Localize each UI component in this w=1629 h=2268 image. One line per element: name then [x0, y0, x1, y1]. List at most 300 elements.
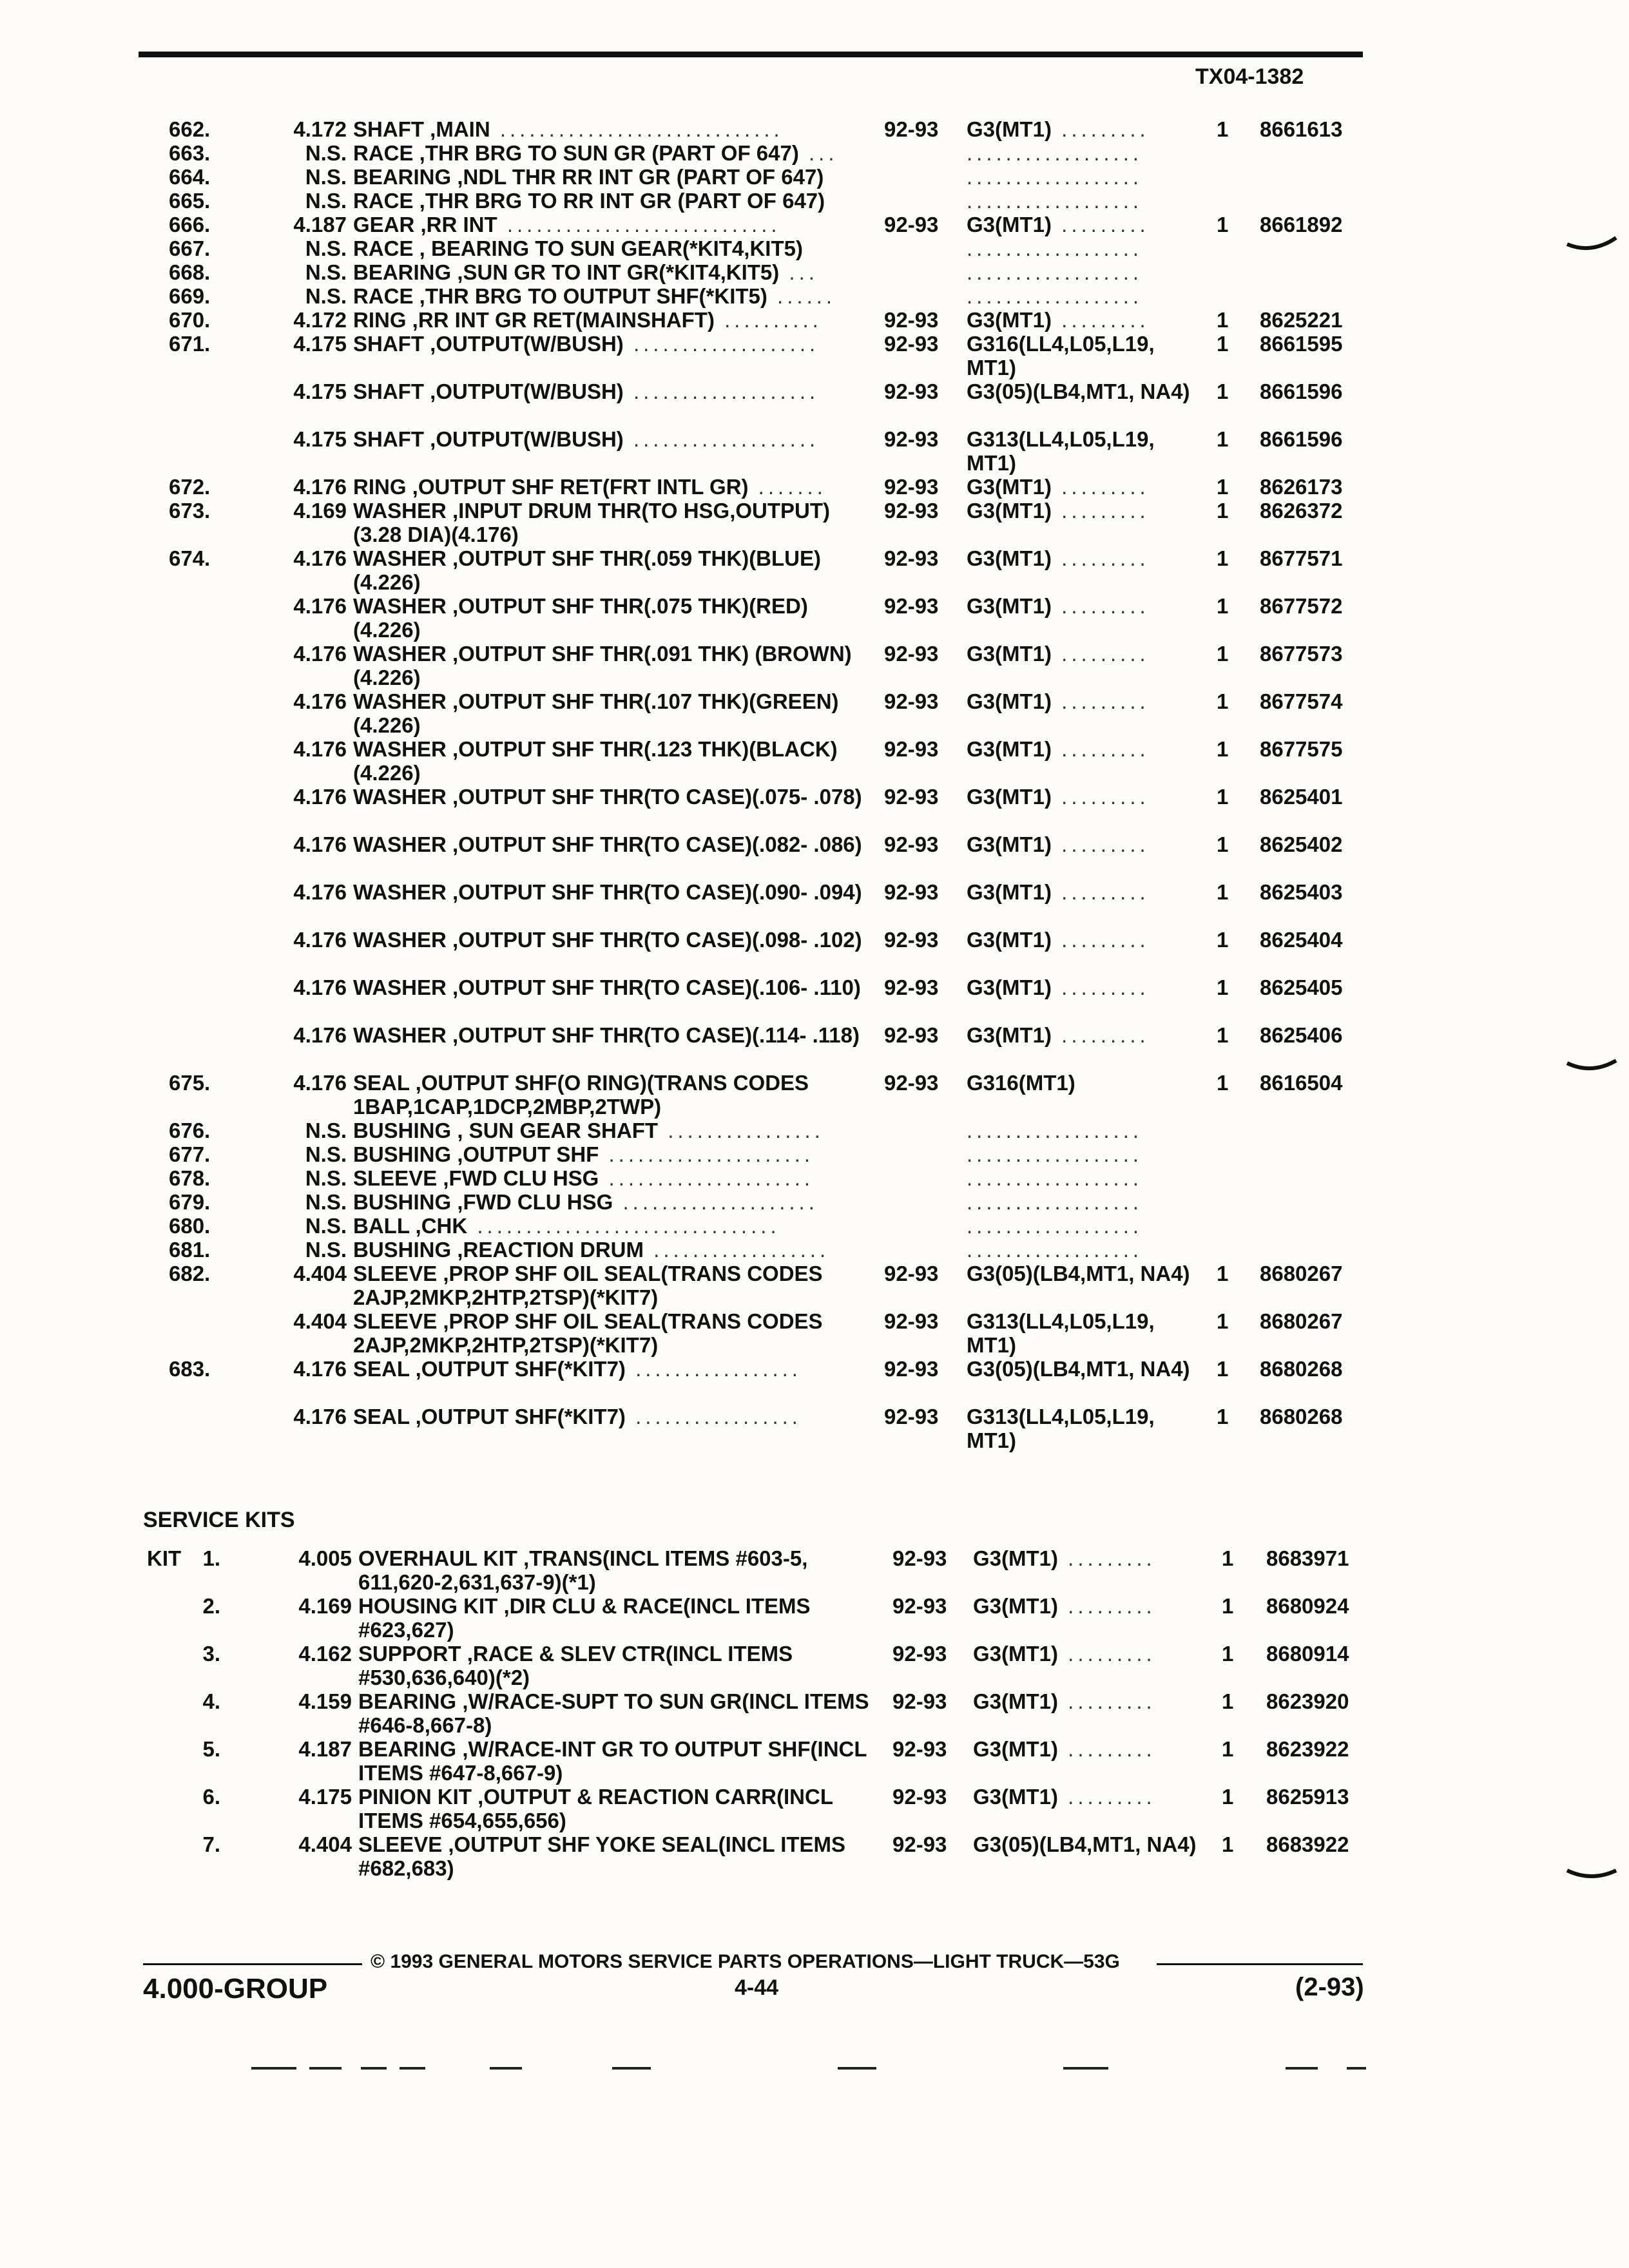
quantity: 1 — [1222, 1546, 1234, 1570]
dot-leader: .................. — [967, 1214, 1143, 1238]
model-years: 92-93 — [884, 1023, 939, 1047]
quantity: 1 — [1217, 785, 1229, 809]
part-number: 8625402 — [1260, 832, 1343, 856]
scan-artifact — [251, 2067, 296, 2070]
quantity: 1 — [1217, 427, 1229, 451]
description-text: SLEEVE ,FWD CLU HSG — [353, 1166, 599, 1190]
description-text: PINION KIT ,OUTPUT & REACTION CARR(INCL ITEMS #654,655,656) — [358, 1785, 833, 1832]
kit-row — [0, 1642, 1629, 1689]
part-number: 8625403 — [1260, 880, 1343, 904]
kit-row — [0, 1737, 1629, 1785]
dot-leader: ................ — [658, 1119, 824, 1142]
item-number: 668. — [169, 260, 211, 284]
model-code — [967, 1142, 1192, 1166]
kit-row — [0, 1546, 1629, 1594]
model-code — [973, 1689, 1199, 1713]
dot-leader: ......... — [1052, 117, 1150, 141]
item-number: 663. — [169, 141, 211, 165]
part-description — [353, 260, 869, 284]
description-text: BALL ,CHK — [353, 1214, 468, 1238]
group-number: 4.176 — [293, 594, 347, 618]
model-code-text: G3(MT1) — [973, 1642, 1058, 1666]
part-description — [353, 832, 869, 856]
quantity: 1 — [1217, 308, 1229, 332]
part-number: 8625404 — [1260, 928, 1343, 952]
binding-mark — [1566, 1865, 1617, 1883]
part-description — [353, 1142, 869, 1166]
description-text: RING ,RR INT GR RET(MAINSHAFT) — [353, 308, 715, 332]
model-code — [967, 1190, 1192, 1214]
model-code — [973, 1785, 1199, 1809]
description-text: WASHER ,OUTPUT SHF THR(TO CASE)(.114- .118) — [353, 1023, 860, 1047]
part-description — [353, 165, 869, 189]
part-row — [0, 236, 1629, 260]
part-number: 8680924 — [1266, 1594, 1349, 1618]
model-code — [967, 141, 1192, 165]
part-row — [0, 260, 1629, 284]
dot-leader: ......... — [1052, 546, 1150, 570]
part-row — [0, 189, 1629, 213]
quantity: 1 — [1217, 546, 1229, 570]
group-number: N.S. — [305, 236, 347, 260]
model-code-text: G3(MT1) — [967, 594, 1052, 618]
quantity: 1 — [1222, 1594, 1234, 1618]
kit-description — [358, 1642, 874, 1689]
scan-artifact — [309, 2067, 342, 2070]
group-number: 4.176 — [293, 689, 347, 713]
model-code — [967, 213, 1192, 236]
part-row — [0, 427, 1629, 475]
model-code-text: G3(MT1) — [967, 117, 1052, 141]
description-text: BEARING ,W/RACE-SUPT TO SUN GR(INCL ITEMS #646-8,667-8) — [358, 1689, 869, 1737]
description-text: WASHER ,OUTPUT SHF THR(.091 THK) (BROWN)(4.226) — [353, 642, 852, 689]
part-description — [353, 642, 869, 689]
part-description — [353, 546, 869, 594]
model-years: 92-93 — [884, 1071, 939, 1095]
description-text: SLEEVE ,PROP SHF OIL SEAL(TRANS CODES 2AJP,2MKP,2HTP,2TSP)(*KIT7) — [353, 1262, 823, 1309]
revision-date: (2-93) — [1295, 1973, 1364, 2001]
model-code-text: G3(MT1) — [967, 737, 1052, 761]
dot-leader: ................. — [625, 1357, 802, 1381]
part-row — [0, 546, 1629, 594]
part-description — [353, 1071, 869, 1119]
item-number: 674. — [169, 546, 211, 570]
model-years: 92-93 — [884, 880, 939, 904]
parts-list — [0, 117, 1629, 1452]
part-number: 8680268 — [1260, 1405, 1343, 1428]
part-row — [0, 1238, 1629, 1262]
part-row — [0, 141, 1629, 165]
kit-description — [358, 1785, 874, 1832]
part-row — [0, 1071, 1629, 1119]
model-code-text: G3(MT1) — [967, 213, 1052, 236]
group-number: N.S. — [305, 260, 347, 284]
model-years: 92-93 — [884, 499, 939, 523]
item-number: 667. — [169, 236, 211, 260]
part-row — [0, 1142, 1629, 1166]
dot-leader: ................. — [625, 1405, 802, 1428]
top-rule — [139, 52, 1363, 57]
model-code — [967, 117, 1192, 141]
group-number: 4.172 — [293, 117, 347, 141]
description-text: SLEEVE ,OUTPUT SHF YOKE SEAL(INCL ITEMS #682,683) — [358, 1832, 846, 1880]
dot-leader: ......... — [1058, 1785, 1156, 1809]
description-text: WASHER ,OUTPUT SHF THR(.107 THK)(GREEN) (4.226) — [353, 689, 839, 737]
group-number: 4.404 — [298, 1832, 352, 1856]
part-number: 8625913 — [1266, 1785, 1349, 1809]
dot-leader: ..................... — [599, 1166, 815, 1190]
dot-leader: .................. — [967, 1119, 1143, 1142]
part-description — [353, 189, 869, 213]
model-code-text: G3(MT1) — [967, 308, 1052, 332]
kit-number: 7. — [202, 1832, 220, 1856]
model-code — [973, 1642, 1199, 1666]
group-number: 4.176 — [293, 785, 347, 809]
dot-leader: ......... — [1052, 689, 1150, 713]
item-number: 671. — [169, 332, 211, 356]
part-row — [0, 737, 1629, 785]
dot-leader: ......... — [1052, 832, 1150, 856]
part-description — [353, 785, 869, 809]
quantity: 1 — [1217, 1309, 1229, 1333]
description-text: WASHER ,INPUT DRUM THR(TO HSG,OUTPUT) (3.28 DIA)(4.176) — [353, 499, 831, 546]
part-description — [353, 141, 869, 165]
kit-number: 4. — [202, 1689, 220, 1713]
part-description — [353, 1405, 869, 1428]
item-number: 662. — [169, 117, 211, 141]
description-text: WASHER ,OUTPUT SHF THR(TO CASE)(.090- .094) — [353, 880, 862, 904]
item-number: 682. — [169, 1262, 211, 1285]
description-text: BEARING ,NDL THR RR INT GR (PART OF 647) — [353, 165, 824, 189]
part-description — [353, 1262, 869, 1309]
group-number: N.S. — [305, 141, 347, 165]
group-number: 4.176 — [293, 928, 347, 952]
part-row — [0, 308, 1629, 332]
kit-number: 6. — [202, 1785, 220, 1809]
part-description — [353, 499, 869, 546]
description-text: SEAL ,OUTPUT SHF(O RING)(TRANS CODES 1BAP,1CAP,1DCP,2MBP,2TWP) — [353, 1071, 809, 1119]
part-number: 8661613 — [1260, 117, 1343, 141]
model-years: 92-93 — [884, 1309, 939, 1333]
group-number: 4.176 — [293, 737, 347, 761]
model-years: 92-93 — [892, 1546, 947, 1570]
item-number: 670. — [169, 308, 211, 332]
description-text: SEAL ,OUTPUT SHF(*KIT7) — [353, 1405, 626, 1428]
part-number: 8677573 — [1260, 642, 1343, 666]
item-number: 677. — [169, 1142, 211, 1166]
model-code-text: G3(05)(LB4,MT1, NA4) — [967, 380, 1190, 403]
quantity: 1 — [1222, 1642, 1234, 1666]
dot-leader: ......... — [1052, 737, 1150, 761]
quantity: 1 — [1217, 737, 1229, 761]
part-row — [0, 1309, 1629, 1357]
part-description — [353, 1119, 869, 1142]
model-code-text: G3(MT1) — [973, 1546, 1058, 1570]
kit-row — [0, 1594, 1629, 1642]
group-number: N.S. — [305, 165, 347, 189]
model-code — [967, 975, 1192, 999]
description-text: BEARING ,SUN GR TO INT GR(*KIT4,KIT5) — [353, 260, 780, 284]
model-years: 92-93 — [884, 117, 939, 141]
group-number: 4.176 — [293, 832, 347, 856]
group-number: 4.169 — [298, 1594, 352, 1618]
quantity: 1 — [1222, 1832, 1234, 1856]
part-row — [0, 1405, 1629, 1452]
model-code — [973, 1737, 1199, 1761]
model-code-text: G3(05)(LB4,MT1, NA4) — [973, 1832, 1197, 1856]
model-years: 92-93 — [892, 1642, 947, 1666]
description-text: WASHER ,OUTPUT SHF THR(.059 THK)(BLUE) (4.226) — [353, 546, 821, 594]
model-code-text: G3(MT1) — [973, 1785, 1058, 1809]
group-number: 4.176 — [293, 975, 347, 999]
group-number: 4.159 — [298, 1689, 352, 1713]
dot-leader: .................. — [967, 260, 1143, 284]
model-code — [967, 189, 1192, 213]
description-text: RACE , BEARING TO SUN GEAR(*KIT4,KIT5) — [353, 236, 803, 260]
group-number: 4.404 — [293, 1309, 347, 1333]
group-number: 4.176 — [293, 546, 347, 570]
description-text: RACE ,THR BRG TO RR INT GR (PART OF 647) — [353, 189, 825, 213]
model-code — [967, 928, 1192, 952]
model-code — [967, 165, 1192, 189]
model-code-text: G3(MT1) — [967, 642, 1052, 666]
quantity: 1 — [1222, 1689, 1234, 1713]
part-number: 8661892 — [1260, 213, 1343, 236]
item-number: 676. — [169, 1119, 211, 1142]
dot-leader: ......... — [1052, 880, 1150, 904]
model-code-text: G3(05)(LB4,MT1, NA4) — [967, 1357, 1190, 1381]
part-description — [353, 1309, 869, 1357]
group-number: N.S. — [305, 1190, 347, 1214]
group-number: 4.404 — [293, 1262, 347, 1285]
item-number: 683. — [169, 1357, 211, 1381]
model-code-text: G3(MT1) — [967, 475, 1052, 499]
part-number: 8680267 — [1260, 1262, 1343, 1285]
model-years: 92-93 — [884, 380, 939, 403]
part-number: 8680914 — [1266, 1642, 1349, 1666]
model-code-text: G3(05)(LB4,MT1, NA4) — [967, 1262, 1190, 1285]
model-years: 92-93 — [892, 1737, 947, 1761]
item-number: 666. — [169, 213, 211, 236]
part-row — [0, 880, 1629, 928]
model-code — [967, 832, 1192, 856]
model-code — [967, 1214, 1192, 1238]
dot-leader: .................. — [967, 1166, 1143, 1190]
description-text: RING ,OUTPUT SHF RET(FRT INTL GR) — [353, 475, 749, 499]
quantity: 1 — [1217, 594, 1229, 618]
model-years: 92-93 — [884, 1405, 939, 1428]
quantity: 1 — [1217, 928, 1229, 952]
model-code-text: G316(MT1) — [967, 1071, 1075, 1095]
description-text: WASHER ,OUTPUT SHF THR(TO CASE)(.075- .078) — [353, 785, 862, 809]
dot-leader: ...... — [767, 284, 836, 308]
part-row — [0, 380, 1629, 427]
part-row — [0, 642, 1629, 689]
binding-mark — [1566, 1057, 1617, 1075]
part-row — [0, 213, 1629, 236]
model-code — [967, 1119, 1192, 1142]
description-text: SEAL ,OUTPUT SHF(*KIT7) — [353, 1357, 626, 1381]
part-row — [0, 499, 1629, 546]
model-code — [967, 737, 1192, 761]
model-years: 92-93 — [892, 1594, 947, 1618]
model-code — [967, 1262, 1192, 1285]
model-code — [967, 427, 1192, 475]
part-description — [353, 594, 869, 642]
model-code-text: G316(LL4,L05,L19, MT1) — [967, 332, 1155, 380]
kit-description — [358, 1546, 874, 1594]
part-number: 8677571 — [1260, 546, 1343, 570]
copyright: © 1993 GENERAL MOTORS SERVICE PARTS OPERATIONS—LIGHT TRUCK—53G — [371, 1951, 1120, 1972]
model-code-text: G3(MT1) — [967, 689, 1052, 713]
part-number: 8680268 — [1260, 1357, 1343, 1381]
model-years: 92-93 — [884, 594, 939, 618]
dot-leader: ......... — [1058, 1737, 1156, 1761]
dot-leader: ................... — [623, 332, 820, 356]
quantity: 1 — [1217, 975, 1229, 999]
binding-mark — [1566, 235, 1617, 253]
service-kits-title: SERVICE KITS — [143, 1508, 295, 1532]
quantity: 1 — [1217, 380, 1229, 403]
part-description — [353, 1023, 869, 1047]
part-row — [0, 975, 1629, 1023]
quantity: 1 — [1217, 213, 1229, 236]
item-number: 673. — [169, 499, 211, 523]
model-years: 92-93 — [884, 928, 939, 952]
part-number: 8683922 — [1266, 1832, 1349, 1856]
description-text: WASHER ,OUTPUT SHF THR(TO CASE)(.082- .086) — [353, 832, 862, 856]
part-number: 8625406 — [1260, 1023, 1343, 1047]
part-description — [353, 332, 869, 356]
dot-leader: ......... — [1052, 499, 1150, 523]
dot-leader: ..................... — [599, 1142, 815, 1166]
description-text: SUPPORT ,RACE & SLEV CTR(INCL ITEMS #530,636,640)(*2) — [358, 1642, 793, 1689]
dot-leader: .................. — [967, 284, 1143, 308]
part-number: 8616504 — [1260, 1071, 1343, 1095]
part-row — [0, 928, 1629, 975]
description-text: RACE ,THR BRG TO SUN GR (PART OF 647) — [353, 141, 799, 165]
group-number: 4.176 — [293, 880, 347, 904]
model-code-text: G3(MT1) — [973, 1594, 1058, 1618]
scan-artifact — [490, 2067, 522, 2070]
model-years: 92-93 — [884, 546, 939, 570]
part-description — [353, 117, 869, 141]
footer-rule-left — [143, 1963, 362, 1965]
model-code-text: G3(MT1) — [967, 975, 1052, 999]
dot-leader: ............................... — [467, 1214, 780, 1238]
part-number: 8625405 — [1260, 975, 1343, 999]
kit-description — [358, 1689, 874, 1737]
model-code — [967, 1023, 1192, 1047]
quantity: 1 — [1217, 1071, 1229, 1095]
description-text: WASHER ,OUTPUT SHF THR(.123 THK)(BLACK) (4.226) — [353, 737, 838, 785]
description-text: SHAFT ,OUTPUT(W/BUSH) — [353, 380, 624, 403]
description-text: RACE ,THR BRG TO OUTPUT SHF(*KIT5) — [353, 284, 767, 308]
part-row — [0, 284, 1629, 308]
description-text: SLEEVE ,PROP SHF OIL SEAL(TRANS CODES 2AJP,2MKP,2HTP,2TSP)(*KIT7) — [353, 1309, 823, 1357]
part-description — [353, 427, 869, 451]
model-code — [967, 1071, 1192, 1095]
model-code-text: G3(MT1) — [967, 499, 1052, 523]
item-number: 672. — [169, 475, 211, 499]
dot-leader: ......... — [1052, 594, 1150, 618]
description-text: HOUSING KIT ,DIR CLU & RACE(INCL ITEMS #623,627) — [358, 1594, 811, 1642]
model-code-text: G3(MT1) — [967, 785, 1052, 809]
model-code-text: G313(LL4,L05,L19, MT1) — [967, 1405, 1155, 1452]
item-number: 681. — [169, 1238, 211, 1262]
model-years: 92-93 — [884, 737, 939, 761]
dot-leader: ......... — [1058, 1689, 1156, 1713]
group-number: N.S. — [305, 189, 347, 213]
part-number: 8661596 — [1260, 427, 1343, 451]
model-code — [967, 642, 1192, 666]
part-row — [0, 332, 1629, 380]
part-description — [353, 284, 869, 308]
part-number: 8626173 — [1260, 475, 1343, 499]
model-code — [967, 1405, 1192, 1452]
model-code — [973, 1594, 1199, 1618]
part-number: 8680267 — [1260, 1309, 1343, 1333]
part-row — [0, 1214, 1629, 1238]
part-row — [0, 832, 1629, 880]
group-number: 4.176 — [293, 1357, 347, 1381]
model-years: 92-93 — [884, 475, 939, 499]
part-row — [0, 165, 1629, 189]
part-number: 8623920 — [1266, 1689, 1349, 1713]
part-number: 8626372 — [1260, 499, 1343, 523]
model-code — [967, 260, 1192, 284]
scan-artifact — [361, 2067, 387, 2070]
quantity: 1 — [1217, 475, 1229, 499]
model-code — [967, 1309, 1192, 1357]
dot-leader: .................. — [967, 165, 1143, 189]
quantity: 1 — [1217, 1357, 1229, 1381]
part-number: 8623922 — [1266, 1737, 1349, 1761]
dot-leader: .................. — [967, 1238, 1143, 1262]
part-number: 8661595 — [1260, 332, 1343, 356]
model-code-text: G313(LL4,L05,L19, MT1) — [967, 427, 1155, 475]
part-description — [353, 1166, 869, 1190]
model-code-text: G3(MT1) — [967, 928, 1052, 952]
group-number: N.S. — [305, 1238, 347, 1262]
group-number: N.S. — [305, 1166, 347, 1190]
model-years: 92-93 — [884, 332, 939, 356]
quantity: 1 — [1217, 332, 1229, 356]
part-description — [353, 928, 869, 952]
model-code — [967, 284, 1192, 308]
kit-number: 5. — [202, 1737, 220, 1761]
item-number: 669. — [169, 284, 211, 308]
model-code — [967, 380, 1192, 403]
group-number: 4.172 — [293, 308, 347, 332]
part-description — [353, 1357, 869, 1381]
part-row — [0, 1166, 1629, 1190]
model-years: 92-93 — [884, 975, 939, 999]
item-number: 679. — [169, 1190, 211, 1214]
description-text: WASHER ,OUTPUT SHF THR(.075 THK)(RED) (4.226) — [353, 594, 808, 642]
kit-description — [358, 1737, 874, 1785]
part-description — [353, 1190, 869, 1214]
description-text: WASHER ,OUTPUT SHF THR(TO CASE)(.106- .110) — [353, 975, 861, 999]
part-description — [353, 308, 869, 332]
kit-row — [0, 1785, 1629, 1832]
dot-leader: ......... — [1052, 308, 1150, 332]
model-code — [967, 689, 1192, 713]
model-code — [973, 1832, 1199, 1856]
part-description — [353, 1214, 869, 1238]
model-years: 92-93 — [884, 642, 939, 666]
model-code — [967, 1166, 1192, 1190]
